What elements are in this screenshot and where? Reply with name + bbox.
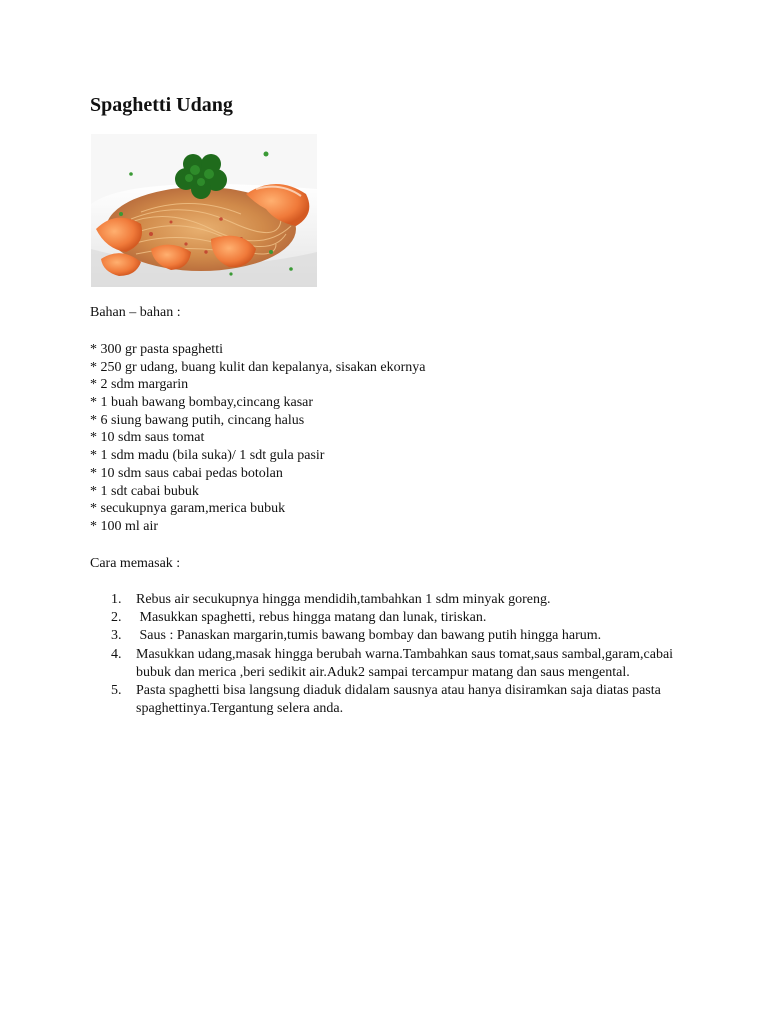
- list-item: * 300 gr pasta spaghetti: [90, 342, 223, 357]
- step-text: Masukkan spaghetti, rebus hingga matang dan lunak, tiriskan.: [136, 610, 487, 626]
- list-item: * 10 sdm saus cabai pedas botolan: [90, 465, 283, 481]
- step-text: Masukkan udang,masak hingga berubah warna.Tambahkan saus tomat,saus sambal,garam,cabai bubuk dan merica ,beri sedikit air.Aduk2 sampai tercampur matang dan saus mengental.: [136, 646, 674, 680]
- step-text: Rebus air secukupnya hingga mendidih,tambahkan 1 sdm minyak goreng.: [136, 592, 551, 607]
- list-item: * 1 sdm madu (bila suka)/ 1 sdt gula pasir: [90, 448, 325, 464]
- list-item: * secukupnya garam,merica bubuk: [90, 501, 286, 517]
- step-item: [104, 609, 676, 627]
- spaghetti-photo: [91, 134, 317, 287]
- list-item: * 1 sdt cabai bubuk: [90, 483, 199, 499]
- step-number: 3.: [111, 628, 122, 644]
- step-item: [104, 627, 676, 645]
- step-text: Pasta spaghetti bisa langsung diaduk didalam sausnya atau hanya disiramkan saja diatas pasta spaghettinya.Tergantung selera anda.: [136, 683, 661, 717]
- list-item: * 1 buah bawang bombay,cincang kasar: [90, 395, 314, 411]
- list-item: * 6 siung bawang putih, cincang halus: [90, 412, 305, 428]
- step-number: 1.: [111, 592, 122, 607]
- step-item: [104, 682, 676, 718]
- step-item: [104, 591, 676, 609]
- step-text: Saus : Panaskan margarin,tumis bawang bombay dan bawang putih hingga harum.: [136, 628, 602, 644]
- step-item: [104, 646, 676, 682]
- step-number: 4.: [111, 646, 122, 662]
- page-title: Spaghetti Udang: [90, 94, 233, 116]
- list-item: * 250 gr udang, buang kulit dan kepalanya, sisakan ekornya: [90, 359, 426, 375]
- spaghetti-illustration: [91, 134, 317, 287]
- method-heading: Cara memasak :: [90, 556, 181, 571]
- step-number: 5.: [111, 683, 122, 699]
- list-item: * 2 sdm margarin: [90, 377, 189, 393]
- step-number: 2.: [111, 610, 122, 626]
- steps-list: [104, 591, 676, 718]
- ingredients-heading: Bahan – bahan :: [90, 305, 181, 320]
- list-item: * 10 sdm saus tomat: [90, 430, 205, 446]
- ingredients-list: [90, 341, 426, 536]
- list-item: * 100 ml air: [90, 518, 159, 534]
